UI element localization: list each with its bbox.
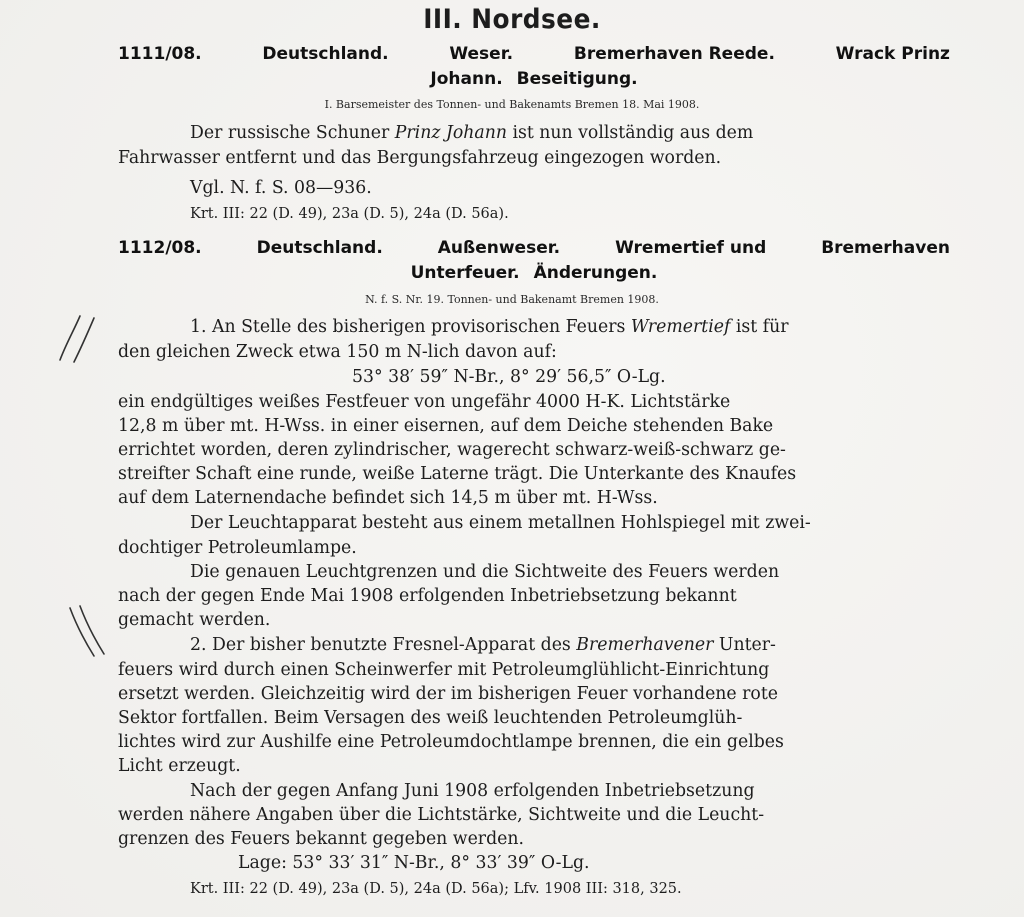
entry-1111-heading (118, 42, 950, 92)
handwritten-mark-1 (52, 312, 102, 366)
heading-location: Bremerhaven Reede. (573, 44, 775, 64)
light-position: Lage: 53° 33′ 31″ N-Br., 8° 33′ 39″ O-Lg. (238, 853, 590, 873)
entry-1112-text-line: Der Leuchtapparat besteht aus einem metallnen Hohlspiegel mit zwei- (190, 513, 811, 533)
entry-1111-text-line: Fahrwasser entfernt und das Bergungsfahrzeug eingezogen worden. (118, 148, 722, 168)
entry-1112-charts: Krt. III: 22 (D. 49), 23a (D. 5), 24a (D. 56a); Lfv. 1908 III: 318, 325. (190, 881, 682, 897)
light-name: Bremerhavener (576, 635, 714, 655)
entry-1111-source: I. Barsemeister des Tonnen- und Bakenamts Bremen 18. Mai 1908. (324, 98, 700, 111)
heading-subject: Unterfeuer. (410, 263, 520, 283)
entry-1112-heading (118, 236, 950, 286)
heading-subject-cont: Johann. (430, 69, 503, 89)
entry-1112-text-line: Die genauen Leuchtgrenzen und die Sichtweite des Feuers werden (190, 562, 780, 582)
entry-1112-text-line: ersetzt werden. Gleichzeitig wird der im bisherigen Feuer vorhandene rote (118, 684, 778, 704)
entry-1112-text-line: auf dem Laternendache befindet sich 14,5 m über mt. H-Wss. (118, 488, 658, 508)
section-title: III. Nordsee. (423, 4, 601, 35)
entry-1112-text-line: dochtiger Petroleumlampe. (118, 538, 357, 558)
heading-action: Beseitigung. (516, 69, 638, 89)
entry-1112-text-line: 2. Der bisher benutzte Fresnel-Apparat des Bremerhavener Unter- (190, 635, 776, 655)
entry-1112-text-line: grenzen des Feuers bekannt gegeben werden. (118, 829, 524, 849)
entry-1112-text-line: werden nähere Angaben über die Lichtstärke, Sichtweite und die Leucht- (118, 805, 765, 825)
heading-action: Änderungen. (533, 263, 658, 283)
entry-1112-text-line: den gleichen Zweck etwa 150 m N-lich davon auf: (118, 342, 557, 362)
entry-1112-text-line: errichtet worden, deren zylindrischer, wagerecht schwarz-weiß-schwarz ge- (118, 440, 786, 460)
entry-1112-text-line: gemacht werden. (118, 610, 271, 630)
heading-subject: Wrack Prinz (835, 44, 950, 64)
heading-location-2: Bremerhaven (821, 238, 950, 258)
light-name: Wremertief (630, 317, 731, 337)
entry-1112-text-line: streifter Schaft eine runde, weiße Laterne trägt. Die Unterkante des Knaufes (118, 464, 797, 484)
entry-1112-text-line: nach der gegen Ende Mai 1908 erfolgenden Inbetriebsetzung bekannt (118, 586, 737, 606)
entry-1112-text-line: Sektor fortfallen. Beim Versagen des weiß leuchtenden Petroleumglüh- (118, 708, 743, 728)
entry-1112-text-line: lichtes wird zur Aushilfe eine Petroleumdochtlampe brennen, die ein gelbes (118, 732, 784, 752)
heading-area: Weser. (449, 44, 514, 64)
entry-1112-text-line: Nach der gegen Anfang Juni 1908 erfolgenden Inbetriebsetzung (190, 781, 755, 801)
entry-1112-text-line: Licht erzeugt. (118, 756, 241, 776)
entry-1112-text-line: 1. An Stelle des bisherigen provisorischen Feuers Wremertief ist für (190, 317, 789, 337)
light-position: 53° 38′ 59″ N-Br., 8° 29′ 56,5″ O-Lg. (352, 367, 666, 387)
heading-area: Außenweser. (437, 238, 561, 258)
entry-1111-text-line: Der russische Schuner Prinz Johann ist nun vollständig aus dem (190, 123, 754, 143)
heading-country: Deutschland. (262, 44, 389, 64)
entry-1111-charts: Krt. III: 22 (D. 49), 23a (D. 5), 24a (D. 56a). (190, 206, 509, 222)
entry-1112-text-line: feuers wird durch einen Scheinwerfer mit Petroleumglühlicht-Einrichtung (118, 660, 770, 680)
entry-1112-source: N. f. S. Nr. 19. Tonnen- und Bakenamt Bremen 1908. (365, 293, 659, 306)
entry-number: 1111/08. (118, 44, 202, 64)
handwritten-mark-2 (64, 604, 110, 662)
entry-1112-text-line: ein endgültiges weißes Festfeuer von ungefähr 4000 H-K. Lichtstärke (118, 392, 731, 412)
entry-1111-reference: Vgl. N. f. S. 08—936. (190, 178, 372, 198)
heading-location: Wremertief und (615, 238, 767, 258)
entry-number: 1112/08. (118, 238, 202, 258)
ship-name: Prinz Johann (394, 123, 507, 143)
heading-country: Deutschland. (256, 238, 383, 258)
entry-1112-text-line: 12,8 m über mt. H-Wss. in einer eisernen, auf dem Deiche stehenden Bake (118, 416, 774, 436)
